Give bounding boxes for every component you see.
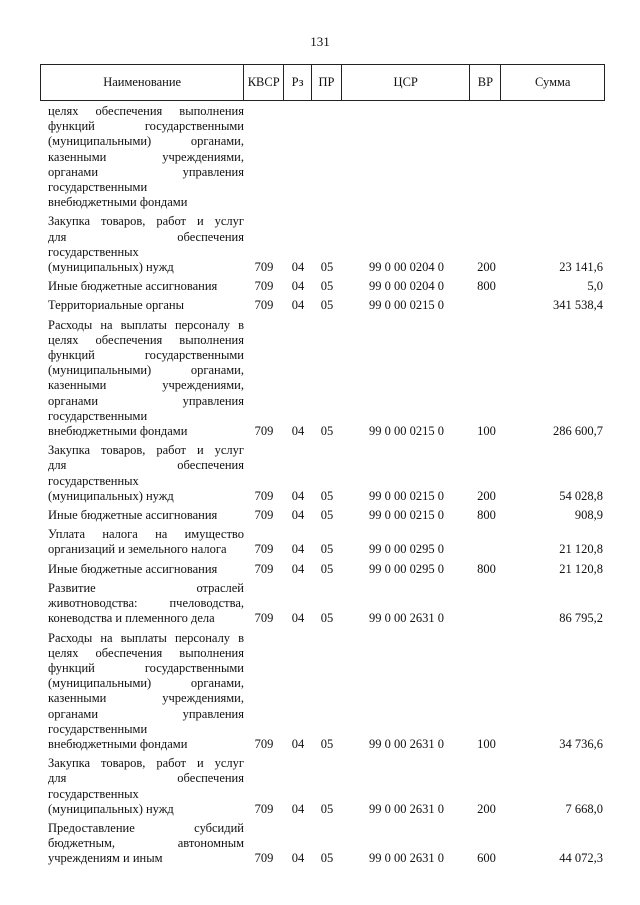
row-csr: 99 0 00 2631 0 — [369, 611, 444, 626]
row-rz: 04 — [291, 260, 305, 275]
row-kvsr: 709 — [254, 279, 274, 294]
row-name-line: (муниципальных) нужд — [48, 488, 174, 503]
row-name-line: Территориальные органы — [48, 298, 185, 313]
table-row — [40, 318, 605, 440]
row-name-line: животноводства: пчеловодства, — [48, 596, 244, 611]
header-name: Наименование — [41, 65, 244, 100]
row-rz: 04 — [291, 851, 305, 866]
row-name-line: коневодства и племенного дела — [48, 611, 215, 626]
table-row — [40, 443, 605, 504]
row-pr: 05 — [320, 542, 334, 557]
row-kvsr: 709 — [254, 611, 274, 626]
row-name — [40, 298, 244, 313]
table-row — [40, 821, 605, 867]
row-name-line: казенными учреждениями, — [48, 149, 244, 164]
row-name-line: внебюджетными фондами — [48, 736, 188, 751]
row-kvsr: 709 — [254, 488, 274, 503]
row-kvsr: 709 — [254, 298, 274, 313]
row-name-line: (муниципальных) нужд — [48, 801, 174, 816]
row-csr: 99 0 00 0204 0 — [369, 260, 444, 275]
table-row — [40, 562, 605, 577]
row-name-line: государственными — [48, 408, 148, 423]
header-pr: ПР — [312, 65, 342, 100]
row-kvsr: 709 — [254, 542, 274, 557]
row-name-line: внебюджетными фондами — [48, 424, 188, 439]
row-vr: 200 — [477, 260, 496, 275]
row-kvsr: 709 — [254, 508, 274, 523]
row-name-line: государственных — [48, 786, 139, 801]
row-sum: 7 668,0 — [565, 801, 603, 816]
row-name-line: Закупка товаров, работ и услуг — [48, 214, 244, 229]
row-csr: 99 0 00 2631 0 — [369, 736, 444, 751]
row-name — [40, 581, 244, 627]
table-row — [40, 214, 605, 275]
row-pr: 05 — [320, 561, 334, 576]
row-sum: 908,9 — [574, 508, 603, 523]
row-rz: 04 — [291, 508, 305, 523]
header-csr: ЦСР — [342, 65, 471, 100]
row-name — [40, 318, 244, 440]
row-sum: 86 795,2 — [559, 611, 603, 626]
row-pr: 05 — [320, 611, 334, 626]
header-kvsr: КВСР — [244, 65, 284, 100]
row-vr: 100 — [477, 736, 496, 751]
row-name — [40, 562, 244, 577]
row-sum: 54 028,8 — [559, 488, 603, 503]
row-name — [40, 508, 244, 523]
row-name-line: казенными учреждениями, — [48, 378, 244, 393]
row-rz: 04 — [291, 298, 305, 313]
row-name-line: целях обеспечения выполнения — [48, 332, 244, 347]
row-rz: 04 — [291, 424, 305, 439]
row-sum: 286 600,7 — [553, 424, 603, 439]
row-pr: 05 — [320, 279, 334, 294]
row-name-line: органами управления — [48, 393, 244, 408]
row-name-line: органами управления — [48, 706, 244, 721]
row-rz: 04 — [291, 736, 305, 751]
row-name-line: целях обеспечения выполнения — [48, 645, 244, 660]
row-vr: 200 — [477, 801, 496, 816]
page-number: 131 — [310, 34, 330, 49]
row-name-line: внебюджетными фондами — [48, 195, 188, 210]
row-csr: 99 0 00 0215 0 — [369, 298, 444, 313]
row-name-line: целях обеспечения выполнения — [48, 104, 244, 118]
row-vr: 200 — [477, 488, 496, 503]
row-csr: 99 0 00 0295 0 — [369, 542, 444, 557]
row-sum: 44 072,3 — [559, 851, 603, 866]
row-name-line: учреждениям и иным — [48, 851, 163, 866]
row-pr: 05 — [320, 424, 334, 439]
row-name-line: для обеспечения — [48, 458, 244, 473]
row-name-line: (муниципальных) нужд — [48, 260, 174, 275]
row-kvsr: 709 — [254, 561, 274, 576]
row-vr: 100 — [477, 424, 496, 439]
table-row — [40, 279, 605, 294]
row-name-line: казенными учреждениями, — [48, 691, 244, 706]
row-csr: 99 0 00 0215 0 — [369, 424, 444, 439]
row-vr: 800 — [477, 508, 496, 523]
row-sum: 21 120,8 — [559, 542, 603, 557]
row-name-line: функций государственными — [48, 660, 244, 675]
row-name-line: для обеспечения — [48, 771, 244, 786]
row-name — [40, 443, 244, 504]
header-sum: Сумма — [534, 75, 571, 89]
row-csr: 99 0 00 0204 0 — [369, 279, 444, 294]
table-row — [40, 631, 605, 753]
row-name-line: для обеспечения — [48, 229, 244, 244]
row-name-line: Иные бюджетные ассигнования — [48, 561, 218, 576]
row-vr: 800 — [477, 561, 496, 576]
table-row — [40, 298, 605, 313]
row-name — [40, 631, 244, 753]
row-pr: 05 — [320, 736, 334, 751]
row-name-line: Расходы на выплаты персоналу в — [48, 630, 244, 645]
row-name-line: (муниципальными) органами, — [48, 676, 244, 691]
row-name — [40, 821, 244, 867]
row-vr: 800 — [477, 279, 496, 294]
table-row — [40, 104, 605, 210]
row-vr: 600 — [477, 851, 496, 866]
row-pr: 05 — [320, 298, 334, 313]
row-name-line: Развитие отраслей — [48, 580, 244, 595]
row-name-line: Предоставление субсидий — [48, 820, 244, 835]
row-sum: 341 538,4 — [553, 298, 603, 313]
row-rz: 04 — [291, 561, 305, 576]
row-name-line: государственными — [48, 721, 148, 736]
row-name — [40, 527, 244, 557]
row-name-line: Уплата налога на имущество — [48, 527, 244, 542]
row-csr: 99 0 00 2631 0 — [369, 801, 444, 816]
row-name-line: бюджетным, автономным — [48, 836, 244, 851]
row-name-line: Закупка товаров, работ и услуг — [48, 443, 244, 458]
row-name-line: функций государственными — [48, 348, 244, 363]
row-name-line: Иные бюджетные ассигнования — [48, 508, 218, 523]
row-name-line: Иные бюджетные ассигнования — [48, 279, 218, 294]
table-row — [40, 508, 605, 523]
row-name-line: Закупка товаров, работ и услуг — [48, 756, 244, 771]
row-name-line: государственными — [48, 180, 148, 195]
row-name-line: (муниципальными) органами, — [48, 363, 244, 378]
row-csr: 99 0 00 0215 0 — [369, 488, 444, 503]
row-name-line: (муниципальными) органами, — [48, 134, 244, 149]
row-name-line: государственных — [48, 473, 139, 488]
row-name — [40, 279, 244, 294]
row-pr: 05 — [320, 801, 334, 816]
row-name-line: государственных — [48, 244, 139, 259]
row-sum: 34 736,6 — [559, 736, 603, 751]
row-name-line: органами управления — [48, 164, 244, 179]
row-kvsr: 709 — [254, 851, 274, 866]
header-vr: ВР — [470, 65, 501, 100]
table-row — [40, 581, 605, 627]
row-csr: 99 0 00 2631 0 — [369, 851, 444, 866]
row-name-line: Расходы на выплаты персоналу в — [48, 317, 244, 332]
row-pr: 05 — [320, 508, 334, 523]
row-rz: 04 — [291, 801, 305, 816]
row-csr: 99 0 00 0215 0 — [369, 508, 444, 523]
row-name — [40, 104, 244, 210]
row-kvsr: 709 — [254, 801, 274, 816]
row-rz: 04 — [291, 279, 305, 294]
row-csr: 99 0 00 0295 0 — [369, 561, 444, 576]
table-row — [40, 756, 605, 817]
table-header — [40, 64, 605, 101]
header-rz: Рз — [284, 65, 312, 100]
row-name-line: функций государственными — [48, 119, 244, 134]
row-pr: 05 — [320, 851, 334, 866]
row-pr: 05 — [320, 260, 334, 275]
row-kvsr: 709 — [254, 736, 274, 751]
row-name — [40, 756, 244, 817]
row-sum: 23 141,6 — [559, 260, 603, 275]
row-pr: 05 — [320, 488, 334, 503]
table-row — [40, 527, 605, 557]
row-name-line: организаций и земельного налога — [48, 542, 227, 557]
row-sum: 5,0 — [587, 279, 603, 294]
row-kvsr: 709 — [254, 260, 274, 275]
row-name — [40, 214, 244, 275]
row-sum: 21 120,8 — [559, 561, 603, 576]
row-rz: 04 — [291, 542, 305, 557]
row-kvsr: 709 — [254, 424, 274, 439]
row-rz: 04 — [291, 488, 305, 503]
row-rz: 04 — [291, 611, 305, 626]
table-body — [40, 104, 605, 871]
